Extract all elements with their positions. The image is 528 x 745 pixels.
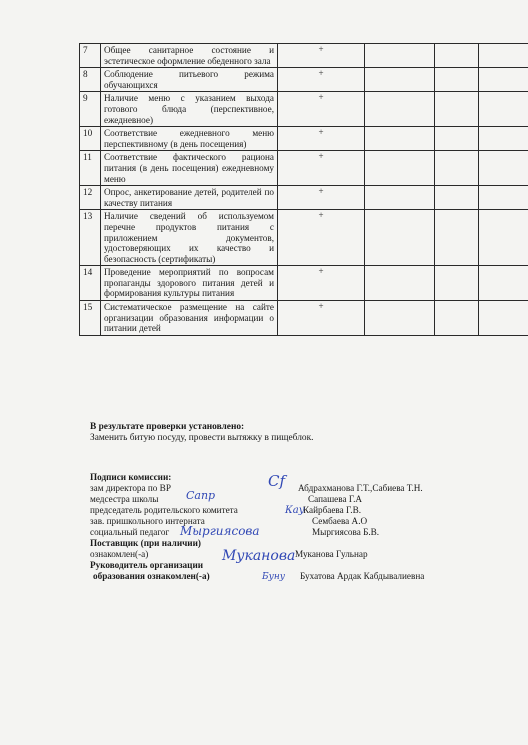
member-role: зам директора по ВР (90, 483, 171, 493)
row-cell-empty (435, 301, 479, 336)
signature-4: Мыргиясова (180, 524, 260, 538)
member-role: зав. пришкольного интерната (90, 516, 205, 526)
member-name: Абдрахманова Г.Т.,Сабиева Т.Н. (298, 483, 423, 493)
member-name: Кайрбаева Г.В. (303, 505, 362, 515)
member-row (90, 527, 510, 538)
row-number: 14 (80, 266, 101, 301)
row-criterion: Соответствие фактического рациона питания (в день посещения) ежедневному меню (101, 151, 278, 186)
row-cell-empty (365, 44, 435, 68)
results-heading: В результате проверки установлено: (90, 422, 245, 432)
member-role: председатель родительского комитета (90, 505, 238, 515)
signatures-section (90, 472, 510, 582)
row-number: 7 (80, 44, 101, 68)
row-cell-empty (479, 44, 528, 68)
row-mark: + (278, 44, 365, 68)
row-cell-empty (365, 92, 435, 127)
row-mark: + (278, 127, 365, 151)
supplier-ack: ознакомлен(-а) (90, 549, 149, 559)
row-mark: + (278, 68, 365, 92)
row-number: 9 (80, 92, 101, 127)
head-label: Руководитель организации (90, 560, 204, 570)
head-ack: образования ознакомлен(-а) (93, 571, 210, 581)
row-mark: + (278, 266, 365, 301)
row-criterion: Соответствие ежедневного меню перспективному (в день посещения) (101, 127, 278, 151)
row-cell-empty (435, 68, 479, 92)
row-cell-empty (479, 127, 528, 151)
signature-5: Муканова (222, 548, 296, 564)
results-text: Заменить битую посуду, провести вытяжку в пищеблок. (90, 433, 314, 443)
row-mark: + (278, 301, 365, 336)
table-row (80, 210, 528, 266)
row-cell-empty (365, 210, 435, 266)
row-mark: + (278, 151, 365, 186)
table-row (80, 92, 528, 127)
row-cell-empty (479, 68, 528, 92)
row-cell-empty (365, 266, 435, 301)
table-row (80, 127, 528, 151)
row-cell-empty (435, 44, 479, 68)
member-row (90, 494, 510, 505)
head-name: Бухатова Ардак Кабдывалиевна (300, 571, 425, 581)
row-criterion: Опрос, анкетирование детей, родителей по качеству питания (101, 186, 278, 210)
row-cell-empty (435, 151, 479, 186)
table-row (80, 266, 528, 301)
row-cell-empty (479, 301, 528, 336)
row-cell-empty (365, 186, 435, 210)
row-criterion: Общее санитарное состояние и эстетическое оформление обеденного зала (101, 44, 278, 68)
row-criterion: Систематическое размещение на сайте организации образования информации о питании детей (101, 301, 278, 336)
row-cell-empty (365, 151, 435, 186)
signature-6: Буну (262, 572, 285, 582)
row-cell-empty (479, 151, 528, 186)
member-row (90, 516, 510, 527)
row-mark: + (278, 92, 365, 127)
row-cell-empty (435, 92, 479, 127)
row-criterion: Наличие меню с указанием выхода готового блюда (перспективное, ежедневное) (101, 92, 278, 127)
row-mark: + (278, 210, 365, 266)
member-role: социальный педагог (90, 527, 170, 537)
table-row (80, 68, 528, 92)
row-criterion: Проведение мероприятий по вопросам пропаганды здорового питания детей и формирования культуры питания (101, 266, 278, 301)
row-cell-empty (479, 210, 528, 266)
row-cell-empty (435, 210, 479, 266)
member-row (90, 483, 510, 494)
row-mark: + (278, 186, 365, 210)
row-number: 15 (80, 301, 101, 336)
supplier-label: Поставщик (при наличии) (90, 538, 201, 548)
row-cell-empty (479, 266, 528, 301)
table-row (80, 44, 528, 68)
signature-1: Cf (268, 472, 286, 490)
supplier-name: Муканова Гульнар (295, 549, 368, 559)
table-row (80, 186, 528, 210)
signatures-heading: Подписи комиссии: (90, 472, 172, 482)
row-cell-empty (435, 127, 479, 151)
member-role: медсестра школы (90, 494, 159, 504)
row-number: 8 (80, 68, 101, 92)
member-name: Сапашева Г.А (308, 494, 363, 504)
results-section (90, 422, 313, 444)
table-row (80, 151, 528, 186)
row-cell-empty (479, 92, 528, 127)
row-number: 11 (80, 151, 101, 186)
row-cell-empty (479, 186, 528, 210)
member-name: Сембаева А.О (312, 516, 368, 526)
row-cell-empty (365, 68, 435, 92)
member-name: Мыргиясова Б.В. (312, 527, 380, 537)
row-criterion: Соблюдение питьевого режима обучающихся (101, 68, 278, 92)
head-row (90, 571, 510, 582)
checklist-table (79, 43, 528, 336)
row-criterion: Наличие сведений об используемом перечне продуктов питания с приложением документов, удостоверяющих их качество и безопасность (сертификаты) (101, 210, 278, 266)
row-cell-empty (365, 127, 435, 151)
table-row (80, 301, 528, 336)
row-number: 13 (80, 210, 101, 266)
row-number: 12 (80, 186, 101, 210)
signature-3: Кау (285, 505, 305, 516)
row-cell-empty (435, 186, 479, 210)
signature-2: Сапр (186, 489, 216, 502)
supplier-row (90, 549, 510, 560)
row-cell-empty (365, 301, 435, 336)
row-number: 10 (80, 127, 101, 151)
row-cell-empty (435, 266, 479, 301)
